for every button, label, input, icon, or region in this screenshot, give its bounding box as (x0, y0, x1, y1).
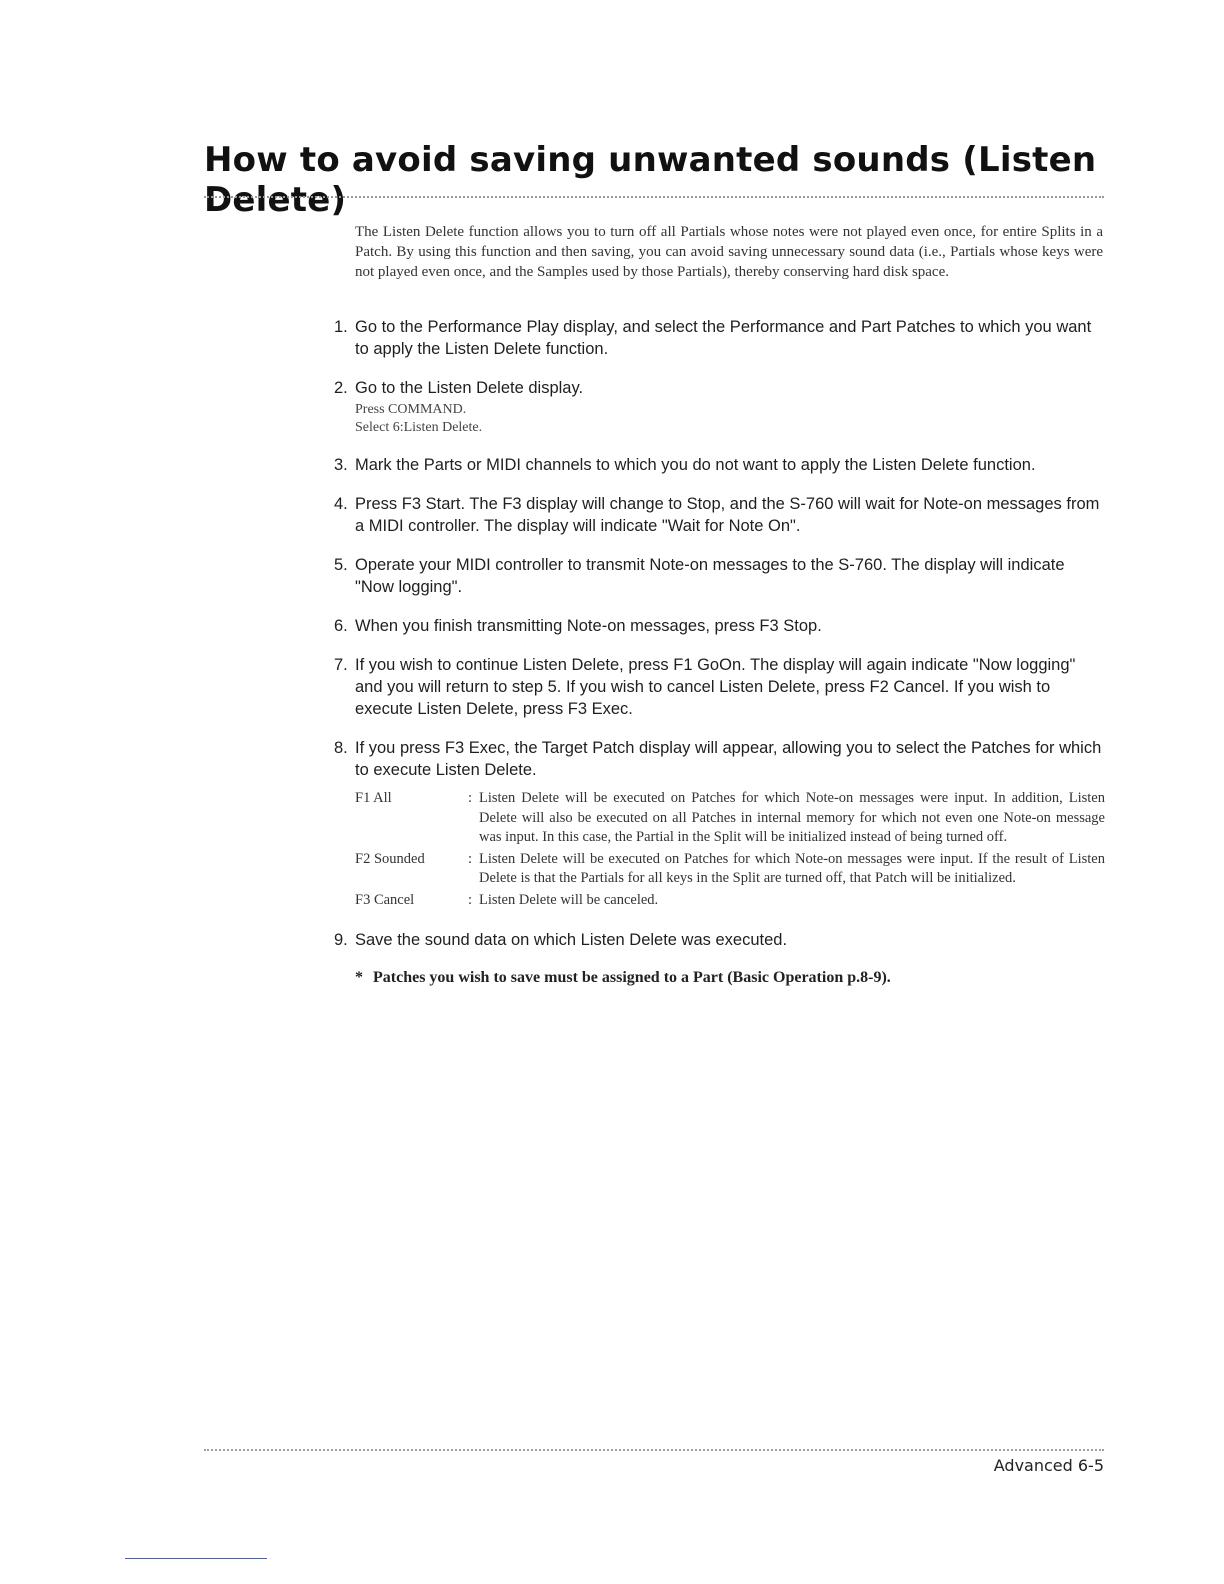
options-table (355, 789, 1105, 912)
step-text: If you press F3 Exec, the Target Patch display will appear, allowing you to select the Patches for which to execute Listen Delete. (355, 739, 1102, 779)
step-number: 2. (334, 379, 348, 397)
option-row (355, 789, 1105, 850)
step-substep: Press COMMAND. (355, 402, 467, 417)
option-key: F2 Sounded (355, 850, 425, 867)
title-divider (204, 196, 1104, 198)
step-text: Operate your MIDI controller to transmit Note-on messages to the S-760. The display will indicate "Now logging". (355, 556, 1065, 596)
steps-list (330, 316, 1105, 1006)
step-5 (330, 554, 1105, 598)
option-row (355, 891, 1105, 913)
step-text: Go to the Performance Play display, and select the Performance and Part Patches to which you want to apply the Listen Delete function. (355, 318, 1092, 358)
step-text: Go to the Listen Delete display. (355, 379, 584, 397)
step-4 (330, 493, 1105, 537)
option-description: Listen Delete will be canceled. (479, 891, 659, 908)
step-text: If you wish to continue Listen Delete, press F1 GoOn. The display will again indicate "Now logging" and you will return to step 5. If you wish to cancel Listen Delete, press F2 Cancel. If you wish to execute Listen Delete, press F3 Exec. (355, 656, 1076, 718)
page-title: How to avoid saving unwanted sounds (Listen Delete) (204, 140, 1097, 220)
option-row (355, 850, 1105, 891)
edge-line (125, 1558, 267, 1559)
step-number: 7. (334, 656, 348, 674)
step-text: Mark the Parts or MIDI channels to which you do not want to apply the Listen Delete function. (355, 456, 1036, 474)
step-number: 5. (334, 556, 348, 574)
step-9 (330, 929, 1105, 989)
step-number: 3. (334, 456, 348, 474)
step-6 (330, 615, 1105, 637)
save-note (355, 967, 1105, 989)
option-separator: : (468, 891, 473, 908)
step-number: 4. (334, 495, 348, 513)
option-description: Listen Delete will be executed on Patches for which Note-on messages were input. If the result of Listen Delete is that the Partials for all keys in the Split are turned off, that Patch will be initialized. (479, 850, 1105, 886)
page-footer: Advanced 6-5 (993, 1456, 1104, 1475)
step-8 (330, 737, 1105, 912)
option-key: F1 All (355, 790, 392, 806)
step-substep: Select 6:Listen Delete. (355, 420, 483, 435)
step-2 (330, 377, 1105, 437)
step-3 (330, 454, 1105, 476)
step-number: 9. (334, 931, 348, 949)
option-key: F3 Cancel (355, 891, 415, 908)
note-text: Patches you wish to save must be assigned to a Part (Basic Operation p.8-9). (373, 969, 891, 986)
option-separator: : (468, 850, 473, 867)
step-7 (330, 654, 1105, 720)
step-1 (330, 316, 1105, 360)
step-number: 8. (334, 739, 348, 757)
option-separator: : (468, 790, 473, 806)
step-text: When you finish transmitting Note-on messages, press F3 Stop. (355, 617, 822, 635)
intro-paragraph: The Listen Delete function allows you to turn off all Partials whose notes were not played even once, for entire Splits in a Patch. By using this function and then saving, you can avoid saving unnecessary sound data (i.e., Partials whose keys were not played even once, and the Samples used by those Partials), thereby conserving hard disk space. (355, 224, 1103, 280)
step-text: Press F3 Start. The F3 display will change to Stop, and the S-760 will wait for Note-on messages from a MIDI controller. The display will indicate "Wait for Note On". (355, 495, 1100, 535)
step-number: 6. (334, 617, 348, 635)
option-description: Listen Delete will be executed on Patches for which Note-on messages were input. In addition, Listen Delete will also be executed on all Patches in internal memory for which not even one Note-on message was input. In this case, the Partial in the Split will be initialized instead of being turned off. (479, 790, 1105, 845)
step-number: 1. (334, 318, 348, 336)
footer-divider (204, 1449, 1104, 1451)
note-asterisk: * (355, 969, 363, 986)
step-text: Save the sound data on which Listen Delete was executed. (355, 931, 788, 949)
